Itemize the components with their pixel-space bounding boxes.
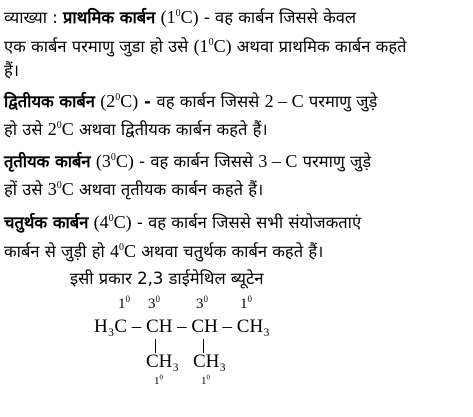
degree-label-c1: $1^0$ xyxy=(118,294,130,312)
dash: - xyxy=(133,152,151,171)
secondary-notation-2 xyxy=(48,119,74,139)
primary-text: एक कार्बन परमाणु जुडा हो उसे xyxy=(4,37,194,56)
tertiary-text: परमाणु जुड़े xyxy=(297,152,372,171)
primary-line-3 xyxy=(4,60,19,82)
degree-label-c3: $3^0$ xyxy=(196,294,208,312)
dash: - xyxy=(198,8,216,27)
secondary-text: वह कार्बन जिससे xyxy=(156,92,265,111)
dash: - xyxy=(131,213,149,232)
primary-text: हैं। xyxy=(4,61,20,80)
lead-label: व्याख्या : xyxy=(4,8,64,27)
methyl-branch-c2: CH₃ xyxy=(146,351,180,372)
tertiary-term: तृतीयक कार्बन xyxy=(4,152,91,171)
tertiary-text: अथवा तृतीयक कार्बन कहते हैं। xyxy=(73,180,264,199)
notation-close: C) xyxy=(115,151,134,171)
carbon-symbol: C xyxy=(61,119,74,139)
secondary-formula: 2 – C xyxy=(264,91,304,111)
carbon-symbol: C xyxy=(124,241,137,261)
notation-close: C) xyxy=(180,7,199,27)
secondary-line-2 xyxy=(4,118,268,141)
secondary-notation xyxy=(100,91,138,111)
methyl-branch-c3: CH₃ xyxy=(193,351,227,372)
quaternary-text: कार्बन से जुड़ी हो xyxy=(4,242,111,261)
degree-number: 3 xyxy=(47,179,57,199)
degree-label-branch-1: $1^0$ xyxy=(154,373,163,387)
notation-close: C) xyxy=(120,91,139,111)
degree-label-c2: $3^0$ xyxy=(148,294,160,312)
tertiary-formula: 3 – C xyxy=(258,151,298,171)
quaternary-text: वह कार्बन जिससे सभी संयोजकताएं xyxy=(148,213,362,232)
degree-label-c4: $1^0$ xyxy=(240,294,252,312)
tertiary-text: वह कार्बन जिससे xyxy=(150,152,259,171)
degree-sup: 0 xyxy=(175,8,181,19)
degree-number: 2 xyxy=(47,119,57,139)
example-caption: इसी प्रकार 2,3 डाईमेथिल ब्यूटेन xyxy=(70,269,264,288)
tertiary-notation xyxy=(96,151,134,171)
primary-line-2 xyxy=(4,35,407,58)
degree-sup: 0 xyxy=(108,213,114,224)
quaternary-term: चतुर्थक कार्बन xyxy=(4,213,89,232)
notation-open: (1 xyxy=(160,7,176,27)
tertiary-line-1 xyxy=(4,150,371,173)
carbon-symbol: C xyxy=(61,179,74,199)
quaternary-line-1 xyxy=(4,211,361,234)
dash: - xyxy=(138,92,157,111)
tertiary-line-2 xyxy=(4,178,263,201)
notation-close: C) xyxy=(213,36,232,56)
degree-sup: 0 xyxy=(119,242,125,253)
degree-label-branch-2: $1^0$ xyxy=(201,373,210,387)
degree-sup: 0 xyxy=(115,92,121,103)
secondary-text: हो उसे xyxy=(4,120,48,139)
primary-notation xyxy=(161,7,199,27)
primary-line-1 xyxy=(4,6,356,29)
notation-open: (2 xyxy=(100,91,116,111)
tertiary-text: हों उसे xyxy=(4,180,48,199)
degree-sup: 0 xyxy=(56,180,62,191)
secondary-term: द्वितीयक कार्बन xyxy=(4,92,95,111)
tertiary-notation-2 xyxy=(48,179,74,199)
primary-notation-2 xyxy=(194,36,232,56)
degree-sup: 0 xyxy=(110,152,116,163)
quaternary-text: अथवा चतुर्थक कार्बन कहते हैं। xyxy=(136,242,324,261)
main-chain: H₃C – CH – CH – CH₃ xyxy=(94,316,270,337)
primary-text: वह कार्बन जिससे केवल xyxy=(215,8,357,27)
notation-open: (4 xyxy=(93,212,109,232)
degree-sup: 0 xyxy=(56,120,62,131)
primary-text: अथवा प्राथमिक कार्बन कहते xyxy=(231,37,407,56)
notation-close: C) xyxy=(113,212,132,232)
notation-open: (3 xyxy=(95,151,111,171)
notation-open: (1 xyxy=(193,36,209,56)
primary-term: प्राथमिक कार्बन xyxy=(63,8,156,27)
quaternary-notation xyxy=(94,212,132,232)
secondary-text: अथवा द्वितीयक कार्बन कहते हैं। xyxy=(73,120,268,139)
quaternary-notation-2 xyxy=(110,241,136,261)
degree-sup: 0 xyxy=(208,37,214,48)
quaternary-line-2 xyxy=(4,240,323,263)
degree-number: 4 xyxy=(110,241,120,261)
secondary-line-1 xyxy=(4,90,377,113)
secondary-text: परमाणु जुड़े xyxy=(303,92,378,111)
